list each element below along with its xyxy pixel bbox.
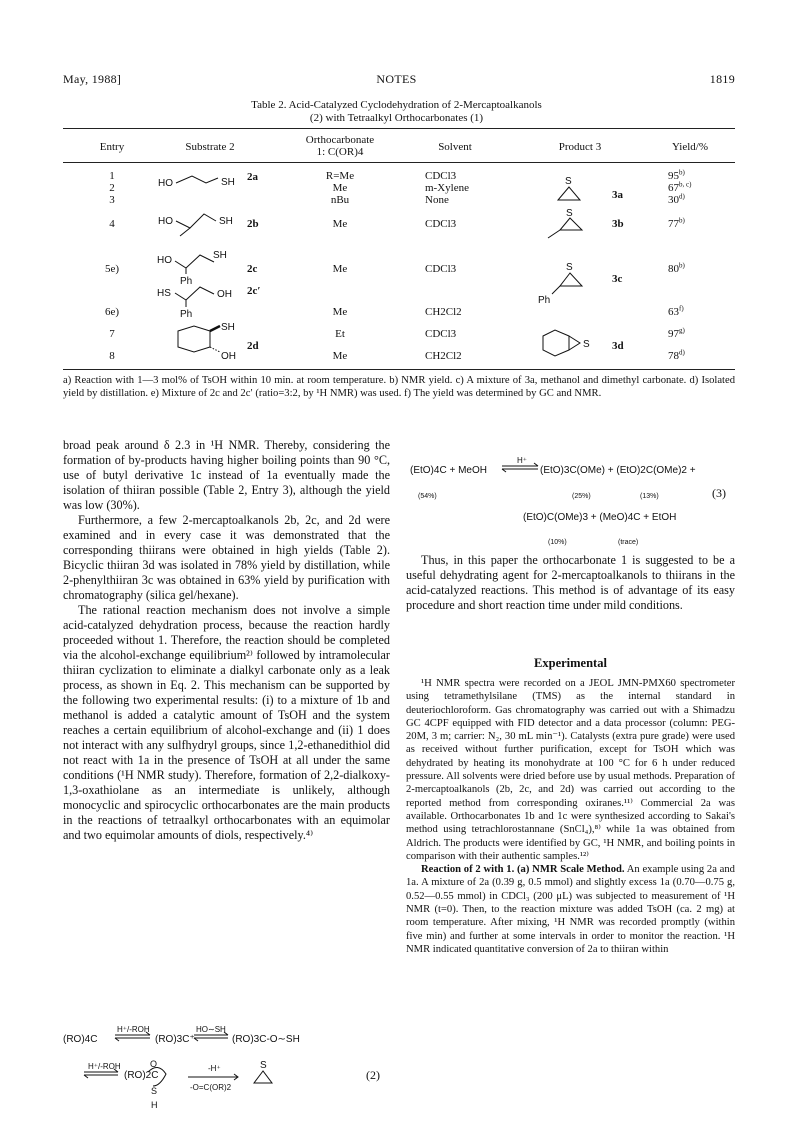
cell-solvent: CDCl3 (425, 218, 457, 230)
cell-yield-note: d) (679, 192, 685, 201)
eq3-line2: (EtO)C(OMe)3 + (MeO)4C + EtOH (523, 512, 677, 523)
cell-yield-value: 78 (668, 350, 679, 362)
left-paragraph-3: The rational reaction mechanism does not involve a simple acid-catalyzed dehydration process, because the reaction hardly proceeded without 1. Therefore, the reaction should be completed via the alcohol-exchange equilibrium²⁾ followed by intramolecular thiiran cyclization to eliminate a dialkyl carbonate only as a leak process, as shown in Eq. 2. This mechanism can be supported by the following two experimental results: (i) to a mixture of 1b and methanol is added a catalytic amount of TsOH and the system reaches a certain equilibrium of alcohol-exchange and (ii) 1 does not interact with any sulfhydryl groups, since 1,2-ethanedithiol did not react with 1a in the presence of TsOH at all under the same conditions (¹H NMR study). Therefore, formation of 2,2-dialkoxy-1,3-oxathiolane as an intermediate is unlikely, although monocyclic and spirocyclic orthocarbonates are the main products in the reactions of tetraalkyl orthocarbonates with an equimolar and two equimolar amounts of diols, respectively.⁴⁾ (63, 603, 390, 842)
cell-orthocarbonate-r: nBu (330, 194, 350, 206)
eq3-arrow-label: H⁺ (517, 456, 527, 465)
label-3c: 3c (612, 273, 623, 285)
cell-orthocarbonate-r: Me (332, 350, 348, 362)
col-header-solvent: Solvent (438, 141, 472, 153)
struct-2c2-ph: Ph (180, 309, 193, 320)
cell-solvent: CDCl3 (425, 328, 457, 340)
label-2c-prime: 2c′ (247, 285, 261, 297)
cell-yield-note: b) (679, 261, 685, 270)
cell-orthocarbonate-r: R=Me (325, 170, 355, 182)
cell-solvent: CH2Cl2 (425, 350, 462, 362)
eq2-t4: (RO)2C (124, 1070, 159, 1081)
right-column-intro (406, 553, 735, 613)
col-header-entry: Entry (99, 141, 125, 153)
col-header-substrate: Substrate 2 (185, 141, 235, 153)
struct-2d-sh: SH (221, 322, 235, 333)
struct-2d-oh: OH (221, 351, 236, 362)
right-paragraph-1: Thus, in this paper the orthocarbonate 1 is suggested to be a useful dehydrating agent for 2-mercaptoalkanols to thiirans in the acid-catalyzed reactions. This method is of advantage of its easy procedure and short reaction time under mild conditions. (406, 553, 735, 612)
cell-yield-value: 30 (668, 194, 679, 206)
right-column-experimental (406, 677, 735, 956)
eq3-pct1: (54%) (418, 493, 437, 500)
eq2-a4: -H⁺ (208, 1064, 221, 1073)
label-2c: 2c (247, 263, 258, 275)
eq2-a2: HO∼SH (196, 1025, 226, 1034)
col-header-yield: Yield/% (671, 141, 709, 153)
eq2-h: H (151, 1100, 158, 1110)
table-caption-line2: (2) with Tetraalkyl Orthocarbonates (1) (309, 112, 484, 124)
eq3-pct3: (13%) (640, 493, 659, 500)
equation-2-number: (2) (366, 1068, 380, 1082)
col-header-orthocarbonate-line1: Orthocarbonate (305, 134, 375, 146)
cell-entry: 7 (109, 328, 115, 340)
eq2-t2: (RO)3C⁺ (155, 1034, 195, 1045)
struct-3a-s: S (565, 176, 572, 187)
equation-3-number: (3) (712, 486, 726, 500)
cell-entry: 5e) (104, 263, 120, 275)
cell-yield-note: b, c) (679, 180, 692, 189)
label-2d: 2d (247, 340, 259, 352)
cell-yield-note: b) (679, 216, 685, 225)
cell-entry: 8 (109, 350, 115, 362)
cell-orthocarbonate-r: Me (332, 306, 348, 318)
right-paragraph-3-body: An example using 2a and 1a. A mixture of 2a (0.39 g, 0.5 mmol) and slightly excess 1a (0.70—0.75 g, 0.52—0.55 mmol) in CDCl₃ (200 μL) was subjected to measurement of ¹H NMR (t=0). Then, to the reaction mixture was added TsOH (ca. 2 mg) at room temperature. After mixing, ¹H NMR was recorded promptly (within five min) and further at some intervals in order to monitor the reaction. ¹H NMR indicated quantitative conversion of 2a to thiiran within (406, 864, 735, 955)
cell-solvent: CDCl3 (425, 263, 457, 275)
left-paragraph-2: Furthermore, a few 2-mercaptoalkanols 2b, 2c, and 2d were examined and in every case it was demonstrated that the corresponding thiirans were obtained in high yields (Table 2). Bicyclic thiiran 3d was isolated in 78% yield by distillation, while 2-phenylthiiran 3c was obtained in 63% yield by purification with chromatography (silica gel/hexane). (63, 513, 390, 602)
cell-solvent: None (425, 194, 449, 206)
cell-entry: 3 (109, 194, 115, 206)
eq2-a5: -O=C(OR)2 (190, 1083, 232, 1092)
struct-3c-ph: Ph (538, 295, 551, 306)
eq3-pct4: (10%) (548, 539, 567, 546)
cell-entry: 2 (109, 182, 115, 194)
struct-3b-s: S (566, 208, 573, 219)
equation-3 (0, 0, 793, 546)
cell-yield-note: f) (679, 304, 684, 313)
struct-2a-ho: HO (158, 178, 173, 189)
label-2a: 2a (247, 171, 258, 183)
struct-2c2-oh: OH (217, 289, 232, 300)
cell-yield-note: g) (679, 326, 685, 335)
cell-entry: 6e) (104, 306, 120, 318)
eq3-pct2: (25%) (572, 493, 591, 500)
eq3-line1: (EtO)4C + MeOH (410, 465, 487, 476)
label-2b: 2b (247, 218, 259, 230)
cell-orthocarbonate-r: Me (332, 182, 348, 194)
cell-yield-value: 97 (668, 328, 679, 340)
eq2-t1: (RO)4C (63, 1034, 98, 1045)
col-header-orthocarbonate-line2: 1: C(OR)4 (316, 146, 364, 158)
cell-solvent: m-Xylene (425, 182, 469, 194)
running-header-title: NOTES (376, 72, 417, 86)
cell-orthocarbonate-r: Et (335, 328, 345, 340)
struct-2c-ho: HO (157, 255, 172, 266)
page-number: 1819 (709, 72, 735, 86)
struct-2a-sh: SH (221, 177, 235, 188)
running-header-date: May, 1988] (63, 72, 122, 86)
eq2-o: O (150, 1059, 158, 1069)
right-paragraph-3 (406, 863, 735, 956)
table-caption-line1: Table 2. Acid-Catalyzed Cyclodehydration of 2-Mercaptoalkanols (251, 99, 542, 111)
cell-entry: 1 (109, 170, 115, 182)
struct-3c-s: S (566, 262, 573, 273)
eq2-a1: H⁺/-ROH (117, 1025, 150, 1034)
label-3a: 3a (612, 189, 623, 201)
cell-yield-value: 67 (668, 182, 679, 194)
struct-2b-ho: HO (158, 216, 173, 227)
eq2-a3: H⁺/-ROH (88, 1062, 121, 1071)
col-header-product: Product 3 (558, 141, 602, 153)
cell-orthocarbonate-r: Me (332, 218, 348, 230)
label-3b: 3b (612, 218, 624, 230)
eq2-t3: (RO)3C-O∼SH (232, 1034, 300, 1045)
section-heading-experimental: Experimental (534, 656, 607, 670)
eq3-pct5: (trace) (618, 539, 639, 546)
cell-orthocarbonate-r: Me (332, 263, 348, 275)
cell-solvent: CDCl3 (425, 170, 457, 182)
table-footnote: a) Reaction with 1—3 mol% of TsOH within 10 min. at room temperature. b) NMR yield. c) A mixture of 3a, methanol and dimethyl carbonate. d) Isolated yield by distillation. e) Mixture of 2c and 2c′ (ratio=3:2, by ¹H NMR) was used. f) The yield was determined by GC and NMR. (63, 375, 735, 399)
struct-2c-ph: Ph (180, 276, 193, 287)
cell-yield-value: 95 (668, 170, 679, 182)
struct-2b-sh: SH (219, 216, 233, 227)
eq2-s: S (151, 1086, 158, 1096)
cell-yield-note: b) (679, 168, 685, 177)
struct-2c2-hs: HS (157, 288, 171, 299)
struct-2c-sh: SH (213, 250, 227, 261)
eq2-s2: S (260, 1060, 267, 1071)
label-3d: 3d (612, 340, 624, 352)
right-paragraph-3-heading: Reaction of 2 with 1. (a) NMR Scale Method. (421, 864, 625, 876)
cell-yield-value: 80 (668, 263, 679, 275)
struct-3d-s: S (583, 339, 590, 350)
left-paragraph-1: broad peak around δ 2.3 in ¹H NMR. Thereby, considering the formation of by-products having higher boiling points than 90 °C, use of butyl derivative 1c instead of 1a eventually made the isolation of thiiran possible (Table 2, Entry 3), although the yield was low (30%). (63, 438, 390, 512)
cell-yield-value: 63 (668, 306, 679, 318)
eq3-line1b: (EtO)3C(OMe) + (EtO)2C(OMe)2 + (540, 465, 696, 476)
cell-entry: 4 (109, 218, 115, 230)
right-paragraph-2: ¹H NMR spectra were recorded on a JEOL JMN-PMX60 spectrometer using tetramethylsilane (TMS) as the internal standard in deuteriochloroform. Gas chromatography was carried out with a Shimadzu GC 4CPF equipped with FID detector and a data processor (column: PEG-20M, 3 m; carrier: N₂, 30 mL min⁻¹). Catalysts (extra pure grade) were used as received without further purification, except for TsOH which was dehydrated by heating its monohydrate at 100 °C for 6 h under reduced pressure. All solvents were dried before use by usual methods. Preparation of 2-mercaptoalkanols (2b, 2c, and 2d) was carried out according to the reported method from corresponding oxiranes.¹¹⁾ Commercial 2a was available. Orthocarbonates 1b and 1c were synthesized according to Sakai's method using tetrachlorostannane (SnCl₄),⁸⁾ while 1a was obtained from Aldrich. The products were identified by GC, ¹H NMR, and boiling points in comparison with their authentic samples.¹²⁾ (406, 678, 735, 862)
cell-yield-note: d) (679, 348, 685, 357)
cell-yield-value: 77 (668, 218, 679, 230)
cell-solvent: CH2Cl2 (425, 306, 462, 318)
